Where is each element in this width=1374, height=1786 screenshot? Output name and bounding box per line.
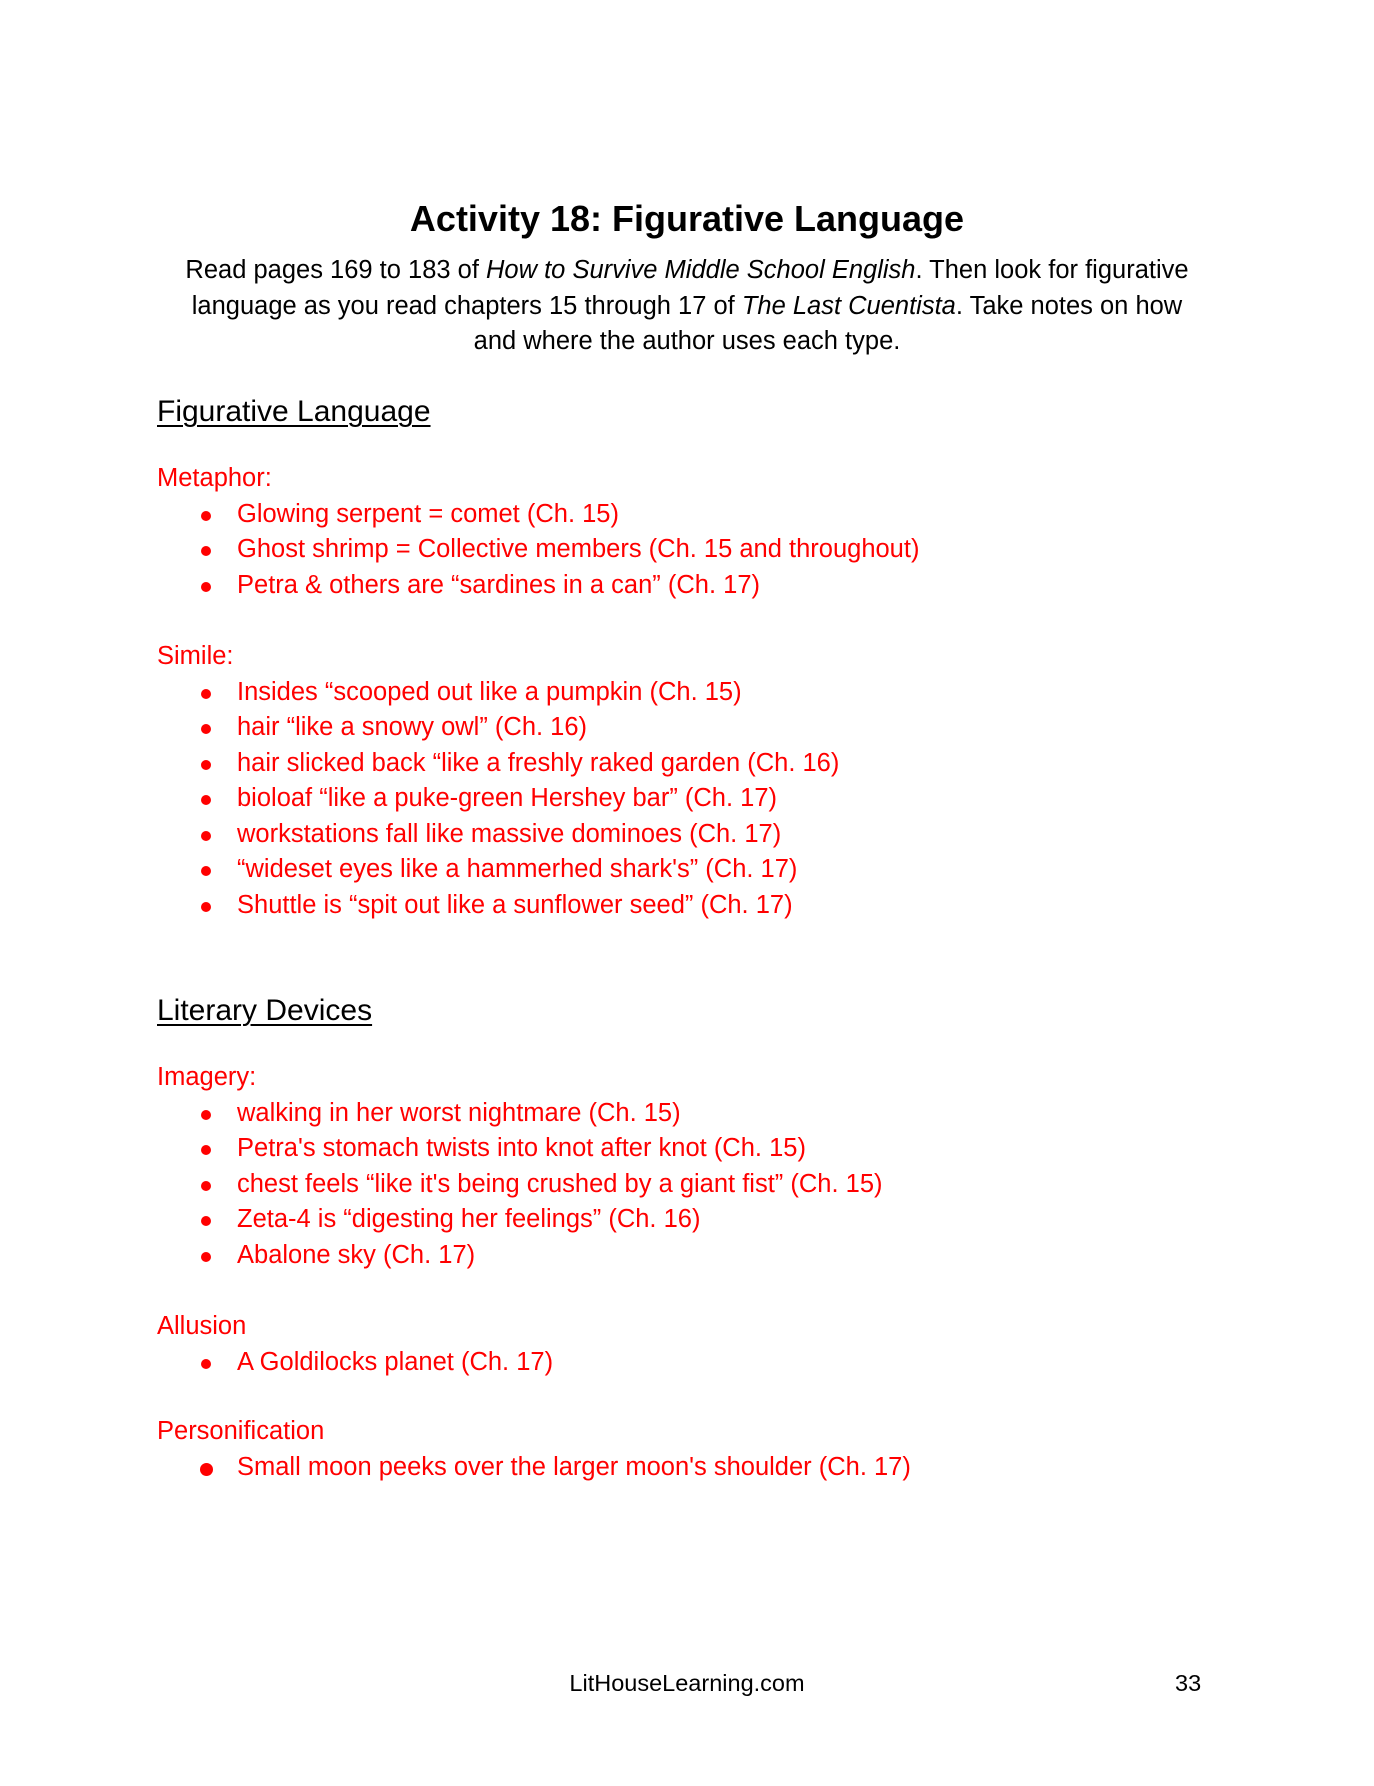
category-label: Simile:	[157, 642, 234, 670]
category-simile	[157, 639, 839, 923]
page-title: Activity 18: Figurative Language	[409, 198, 965, 239]
bullet-icon	[201, 1110, 211, 1120]
list-item: “wideset eyes like a hammerhed shark's” (Ch. 17)	[157, 852, 839, 888]
section-heading-figurative-language: Figurative Language	[157, 395, 431, 428]
bullet-icon	[201, 902, 211, 912]
bullet-list	[157, 1096, 883, 1274]
list-item: Ghost shrimp = Collective members (Ch. 15 and throughout)	[157, 532, 919, 568]
list-item: Petra's stomach twists into knot after knot (Ch. 15)	[157, 1131, 883, 1167]
page-number: 33	[1175, 1670, 1202, 1696]
bullet-list	[157, 1450, 911, 1486]
intro-text-3: . Take notes on how and where the author uses each type.	[473, 291, 1183, 355]
intro-instructions	[170, 253, 1204, 360]
list-item: workstations fall like massive dominoes (Ch. 17)	[157, 817, 839, 853]
bullet-list	[157, 1345, 553, 1381]
list-item: Small moon peeks over the larger moon's shoulder (Ch. 17)	[157, 1450, 911, 1486]
bullet-icon	[201, 1145, 211, 1155]
bullet-icon	[201, 795, 211, 805]
bullet-icon	[201, 1252, 211, 1262]
bullet-icon	[201, 1181, 211, 1191]
bullet-icon	[200, 1463, 213, 1476]
category-label: Allusion	[157, 1312, 247, 1340]
list-item: Petra & others are “sardines in a can” (Ch. 17)	[157, 568, 919, 604]
book-title-1: How to Survive Middle School English	[486, 256, 916, 284]
bullet-icon	[201, 511, 211, 521]
category-label: Metaphor:	[157, 464, 272, 492]
bullet-icon	[201, 546, 211, 556]
bullet-icon	[201, 866, 211, 876]
list-item: hair “like a snowy owl” (Ch. 16)	[157, 710, 839, 746]
list-item: Shuttle is “spit out like a sunflower seed” (Ch. 17)	[157, 888, 839, 924]
intro-text-1: Read pages 169 to 183 of	[185, 256, 486, 284]
list-item: Zeta-4 is “digesting her feelings” (Ch. 16)	[157, 1202, 883, 1238]
list-item: A Goldilocks planet (Ch. 17)	[157, 1345, 553, 1381]
category-label: Imagery:	[157, 1063, 257, 1091]
section-heading-literary-devices: Literary Devices	[157, 994, 373, 1027]
list-item: walking in her worst nightmare (Ch. 15)	[157, 1096, 883, 1132]
bullet-icon	[201, 1216, 211, 1226]
bullet-icon	[201, 689, 211, 699]
bullet-list	[157, 497, 919, 604]
bullet-icon	[201, 724, 211, 734]
category-label: Personification	[157, 1417, 325, 1445]
list-item: chest feels “like it's being crushed by a giant fist” (Ch. 15)	[157, 1167, 883, 1203]
category-allusion	[157, 1309, 553, 1380]
category-personification	[157, 1414, 911, 1485]
bullet-list	[157, 675, 839, 924]
footer-site-name: LitHouseLearning.com	[569, 1670, 805, 1696]
list-item: Glowing serpent = comet (Ch. 15)	[157, 497, 919, 533]
category-metaphor	[157, 461, 919, 603]
category-imagery	[157, 1060, 883, 1273]
list-item: Insides “scooped out like a pumpkin (Ch. 15)	[157, 675, 839, 711]
bullet-icon	[201, 760, 211, 770]
bullet-icon	[201, 582, 211, 592]
list-item: Abalone sky (Ch. 17)	[157, 1238, 883, 1274]
book-title-2: The Last Cuentista	[741, 291, 956, 320]
intro-text-2: . Then look for figurative language as you read chapters 15 through 17 of	[191, 256, 1189, 320]
bullet-icon	[201, 831, 211, 841]
bullet-icon	[201, 1359, 211, 1369]
list-item: bioloaf “like a puke-green Hershey bar” (Ch. 17)	[157, 781, 839, 817]
list-item: hair slicked back “like a freshly raked garden (Ch. 16)	[157, 746, 839, 782]
